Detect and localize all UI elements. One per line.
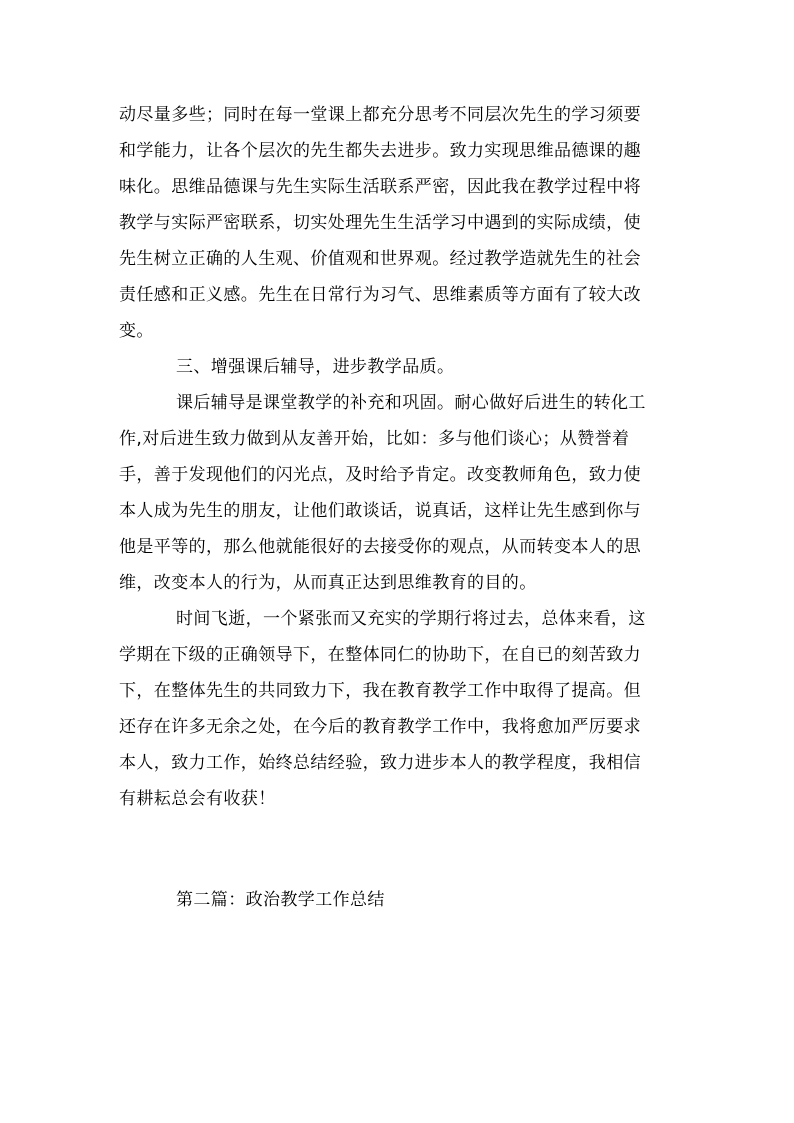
text-line: 他是平等的，那么他就能很好的去接受你的观点，从而转变本人的思 (119, 537, 641, 557)
paragraph-tutoring (119, 385, 684, 601)
text-line: 先生树立正确的人生观、价值观和世界观。经过教学造就先生的社会 (119, 249, 641, 269)
text-line: 学期在下级的正确领导下，在整体同仁的协助下，在自已的刻苦致力 (119, 645, 641, 665)
text-line: 变。 (119, 321, 154, 341)
chapter-title: 第二篇：政治教学工作总结 (176, 890, 385, 910)
paragraph-continued (119, 97, 684, 349)
text-line: 本人成为先生的朋友，让他们敢谈话，说真话，这样让先生感到你与 (119, 501, 641, 521)
text-line: 时间飞逝，一个紧张而又充实的学期行将过去，总体来看，这 (176, 609, 646, 629)
text-line: 作,对后进生致力做到从友善开始，比如：多与他们谈心；从赞誉着 (119, 429, 630, 449)
section-heading-3 (119, 349, 684, 385)
text-line: 动尽量多些；同时在每一堂课上都充分思考不同层次先生的学习须要 (119, 105, 641, 125)
section-heading: 三、增强课后辅导，进步教学品质。 (176, 357, 455, 377)
text-line: 有耕耘总会有收获！ (119, 789, 276, 809)
text-line: 维，改变本人的行为，从而真正达到思维教育的目的。 (119, 573, 537, 593)
text-line: 责任感和正义感。先生在日常行为习气、思维素质等方面有了较大改 (119, 285, 641, 305)
text-line: 味化。思维品德课与先生实际生活联系严密，因此我在教学过程中将 (119, 177, 641, 197)
text-line: 本人，致力工作，始终总结经验，致力进步本人的教学程度，我相信 (119, 753, 641, 773)
chapter-heading (119, 882, 684, 918)
text-line: 手，善于发现他们的闪光点，及时给予肯定。改变教师角色，致力使 (119, 465, 641, 485)
text-line: 还存在许多无余之处，在今后的教育教学工作中，我将愈加严厉要求 (119, 717, 641, 737)
text-line: 教学与实际严密联系，切实处理先生生活学习中遇到的实际成绩，使 (119, 213, 641, 233)
paragraph-conclusion (119, 601, 684, 817)
text-line: 和学能力，让各个层次的先生都失去进步。致力实现思维品德课的趣 (119, 141, 641, 161)
text-line: 课后辅导是课堂教学的补充和巩固。耐心做好后进生的转化工 (176, 393, 646, 413)
text-line: 下，在整体先生的共同致力下，我在教育教学工作中取得了提高。但 (119, 681, 641, 701)
